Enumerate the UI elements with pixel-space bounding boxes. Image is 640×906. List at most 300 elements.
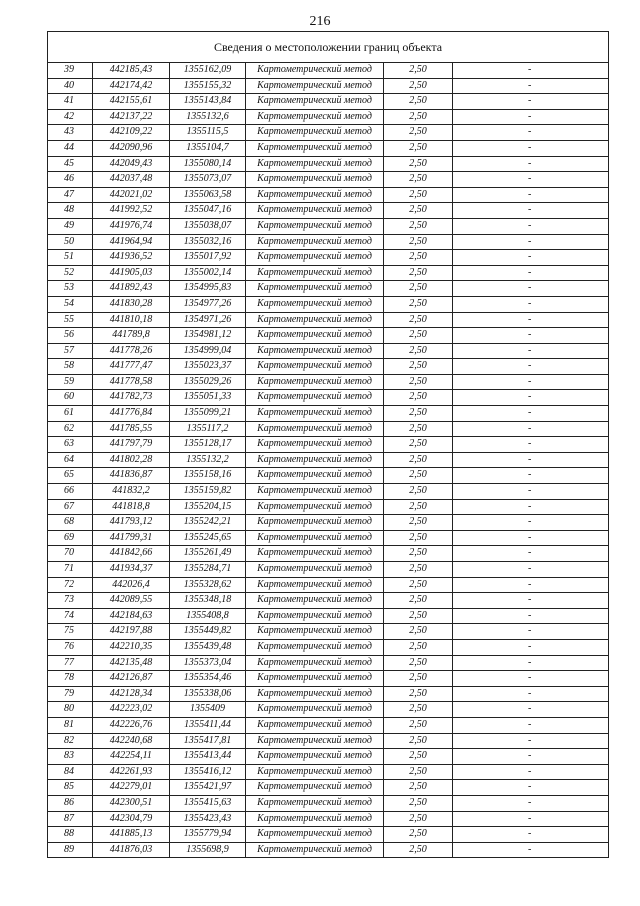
point-number-cell: 87: [48, 811, 93, 827]
description-cell: -: [453, 546, 609, 562]
method-cell: Картометрический метод: [246, 624, 384, 640]
y-coordinate-cell: 1355423,43: [170, 811, 246, 827]
x-coordinate-cell: 442109,22: [93, 125, 170, 141]
description-cell: -: [453, 795, 609, 811]
table-row: [48, 546, 609, 562]
point-number-cell: 40: [48, 78, 93, 94]
y-coordinate-cell: 1355284,71: [170, 562, 246, 578]
y-coordinate-cell: 1355029,26: [170, 374, 246, 390]
table-row: [48, 125, 609, 141]
x-coordinate-cell: 441793,12: [93, 515, 170, 531]
table-row: [48, 390, 609, 406]
method-cell: Картометрический метод: [246, 296, 384, 312]
description-cell: -: [453, 577, 609, 593]
x-coordinate-cell: 442223,02: [93, 702, 170, 718]
point-number-cell: 46: [48, 172, 93, 188]
method-cell: Картометрический метод: [246, 515, 384, 531]
accuracy-cell: 2,50: [384, 172, 453, 188]
point-number-cell: 48: [48, 203, 93, 219]
accuracy-cell: 2,50: [384, 468, 453, 484]
accuracy-cell: 2,50: [384, 250, 453, 266]
description-cell: -: [453, 484, 609, 500]
point-number-cell: 75: [48, 624, 93, 640]
accuracy-cell: 2,50: [384, 827, 453, 843]
description-cell: -: [453, 359, 609, 375]
point-number-cell: 86: [48, 795, 93, 811]
table-row: [48, 374, 609, 390]
accuracy-cell: 2,50: [384, 639, 453, 655]
table-row: [48, 234, 609, 250]
table-row: [48, 593, 609, 609]
method-cell: Картометрический метод: [246, 218, 384, 234]
description-cell: -: [453, 780, 609, 796]
method-cell: Картометрический метод: [246, 795, 384, 811]
table-row: [48, 515, 609, 531]
y-coordinate-cell: 1355373,04: [170, 655, 246, 671]
y-coordinate-cell: 1355032,16: [170, 234, 246, 250]
accuracy-cell: 2,50: [384, 265, 453, 281]
accuracy-cell: 2,50: [384, 390, 453, 406]
method-cell: Картометрический метод: [246, 842, 384, 858]
y-coordinate-cell: 1355023,37: [170, 359, 246, 375]
point-number-cell: 65: [48, 468, 93, 484]
method-cell: Картометрический метод: [246, 421, 384, 437]
point-number-cell: 47: [48, 187, 93, 203]
description-cell: -: [453, 218, 609, 234]
description-cell: -: [453, 203, 609, 219]
page-number: 216: [309, 14, 331, 29]
table-row: [48, 203, 609, 219]
description-cell: -: [453, 842, 609, 858]
table-row: [48, 281, 609, 297]
method-cell: Картометрический метод: [246, 671, 384, 687]
accuracy-cell: 2,50: [384, 156, 453, 172]
x-coordinate-cell: 442304,79: [93, 811, 170, 827]
table-row: [48, 484, 609, 500]
x-coordinate-cell: 441782,73: [93, 390, 170, 406]
accuracy-cell: 2,50: [384, 655, 453, 671]
x-coordinate-cell: 442026,4: [93, 577, 170, 593]
point-number-cell: 77: [48, 655, 93, 671]
point-number-cell: 67: [48, 499, 93, 515]
accuracy-cell: 2,50: [384, 530, 453, 546]
description-cell: -: [453, 593, 609, 609]
x-coordinate-cell: 442197,88: [93, 624, 170, 640]
x-coordinate-cell: 441799,31: [93, 530, 170, 546]
description-cell: -: [453, 437, 609, 453]
method-cell: Картометрический метод: [246, 140, 384, 156]
y-coordinate-cell: 1355408,8: [170, 608, 246, 624]
accuracy-cell: 2,50: [384, 63, 453, 79]
accuracy-cell: 2,50: [384, 577, 453, 593]
description-cell: -: [453, 156, 609, 172]
point-number-cell: 52: [48, 265, 93, 281]
accuracy-cell: 2,50: [384, 702, 453, 718]
y-coordinate-cell: 1355117,2: [170, 421, 246, 437]
method-cell: Картометрический метод: [246, 702, 384, 718]
method-cell: Картометрический метод: [246, 639, 384, 655]
x-coordinate-cell: 442226,76: [93, 717, 170, 733]
point-number-cell: 73: [48, 593, 93, 609]
accuracy-cell: 2,50: [384, 78, 453, 94]
x-coordinate-cell: 442174,42: [93, 78, 170, 94]
table-row: [48, 655, 609, 671]
x-coordinate-cell: 441905,03: [93, 265, 170, 281]
point-number-cell: 66: [48, 484, 93, 500]
description-cell: -: [453, 328, 609, 344]
table-row: [48, 94, 609, 110]
y-coordinate-cell: 1355245,65: [170, 530, 246, 546]
y-coordinate-cell: 1355415,63: [170, 795, 246, 811]
description-cell: -: [453, 499, 609, 515]
x-coordinate-cell: 442240,68: [93, 733, 170, 749]
accuracy-cell: 2,50: [384, 452, 453, 468]
x-coordinate-cell: 441810,18: [93, 312, 170, 328]
method-cell: Картометрический метод: [246, 374, 384, 390]
method-cell: Картометрический метод: [246, 468, 384, 484]
y-coordinate-cell: 1355328,62: [170, 577, 246, 593]
y-coordinate-cell: 1354999,04: [170, 343, 246, 359]
table-row: [48, 63, 609, 79]
table-row: [48, 562, 609, 578]
x-coordinate-cell: 442155,61: [93, 94, 170, 110]
point-number-cell: 78: [48, 671, 93, 687]
description-cell: -: [453, 827, 609, 843]
point-number-cell: 80: [48, 702, 93, 718]
table-row: [48, 764, 609, 780]
x-coordinate-cell: 442049,43: [93, 156, 170, 172]
method-cell: Картометрический метод: [246, 390, 384, 406]
table-row: [48, 624, 609, 640]
point-number-cell: 58: [48, 359, 93, 375]
y-coordinate-cell: 1354995,83: [170, 281, 246, 297]
x-coordinate-cell: 442254,11: [93, 749, 170, 765]
method-cell: Картометрический метод: [246, 546, 384, 562]
method-cell: Картометрический метод: [246, 437, 384, 453]
table-row: [48, 749, 609, 765]
accuracy-cell: 2,50: [384, 312, 453, 328]
accuracy-cell: 2,50: [384, 780, 453, 796]
x-coordinate-cell: 441832,2: [93, 484, 170, 500]
y-coordinate-cell: 1355017,92: [170, 250, 246, 266]
y-coordinate-cell: 1355416,12: [170, 764, 246, 780]
x-coordinate-cell: 441842,66: [93, 546, 170, 562]
table-row: [48, 468, 609, 484]
description-cell: -: [453, 94, 609, 110]
method-cell: Картометрический метод: [246, 343, 384, 359]
accuracy-cell: 2,50: [384, 562, 453, 578]
accuracy-cell: 2,50: [384, 671, 453, 687]
x-coordinate-cell: 441836,87: [93, 468, 170, 484]
y-coordinate-cell: 1355242,21: [170, 515, 246, 531]
x-coordinate-cell: 442128,34: [93, 686, 170, 702]
accuracy-cell: 2,50: [384, 437, 453, 453]
point-number-cell: 83: [48, 749, 93, 765]
description-cell: -: [453, 63, 609, 79]
method-cell: Картометрический метод: [246, 359, 384, 375]
table-row: [48, 156, 609, 172]
method-cell: Картометрический метод: [246, 530, 384, 546]
boundary-coordinates-table: [47, 31, 609, 858]
method-cell: Картометрический метод: [246, 234, 384, 250]
y-coordinate-cell: 1355261,49: [170, 546, 246, 562]
accuracy-cell: 2,50: [384, 125, 453, 141]
x-coordinate-cell: 441785,55: [93, 421, 170, 437]
method-cell: Картометрический метод: [246, 281, 384, 297]
description-cell: -: [453, 250, 609, 266]
x-coordinate-cell: 442210,35: [93, 639, 170, 655]
table-row: [48, 421, 609, 437]
method-cell: Картометрический метод: [246, 577, 384, 593]
accuracy-cell: 2,50: [384, 328, 453, 344]
table-row: [48, 795, 609, 811]
accuracy-cell: 2,50: [384, 359, 453, 375]
point-number-cell: 88: [48, 827, 93, 843]
y-coordinate-cell: 1355348,18: [170, 593, 246, 609]
description-cell: -: [453, 624, 609, 640]
description-cell: -: [453, 639, 609, 655]
point-number-cell: 81: [48, 717, 93, 733]
y-coordinate-cell: 1355698,9: [170, 842, 246, 858]
method-cell: Картометрический метод: [246, 94, 384, 110]
method-cell: Картометрический метод: [246, 452, 384, 468]
method-cell: Картометрический метод: [246, 203, 384, 219]
y-coordinate-cell: 1355132,2: [170, 452, 246, 468]
accuracy-cell: 2,50: [384, 140, 453, 156]
table-row: [48, 639, 609, 655]
description-cell: -: [453, 686, 609, 702]
method-cell: Картометрический метод: [246, 499, 384, 515]
table-row: [48, 842, 609, 858]
method-cell: Картометрический метод: [246, 827, 384, 843]
method-cell: Картометрический метод: [246, 406, 384, 422]
accuracy-cell: 2,50: [384, 624, 453, 640]
x-coordinate-cell: 442184,63: [93, 608, 170, 624]
table-row: [48, 109, 609, 125]
accuracy-cell: 2,50: [384, 109, 453, 125]
description-cell: -: [453, 655, 609, 671]
point-number-cell: 61: [48, 406, 93, 422]
point-number-cell: 79: [48, 686, 93, 702]
point-number-cell: 64: [48, 452, 93, 468]
point-number-cell: 82: [48, 733, 93, 749]
description-cell: -: [453, 78, 609, 94]
accuracy-cell: 2,50: [384, 421, 453, 437]
x-coordinate-cell: 441778,58: [93, 374, 170, 390]
table-body: [48, 63, 609, 858]
description-cell: -: [453, 296, 609, 312]
y-coordinate-cell: 1355099,21: [170, 406, 246, 422]
method-cell: Картометрический метод: [246, 484, 384, 500]
method-cell: Картометрический метод: [246, 608, 384, 624]
x-coordinate-cell: 441802,28: [93, 452, 170, 468]
description-cell: -: [453, 764, 609, 780]
table-row: [48, 733, 609, 749]
accuracy-cell: 2,50: [384, 234, 453, 250]
accuracy-cell: 2,50: [384, 608, 453, 624]
accuracy-cell: 2,50: [384, 717, 453, 733]
point-number-cell: 72: [48, 577, 93, 593]
accuracy-cell: 2,50: [384, 749, 453, 765]
section-title: Сведения о местоположении границ объекта: [48, 32, 609, 63]
method-cell: Картометрический метод: [246, 172, 384, 188]
point-number-cell: 49: [48, 218, 93, 234]
table-row: [48, 827, 609, 843]
table-header-row: [48, 32, 609, 63]
point-number-cell: 44: [48, 140, 93, 156]
method-cell: Картометрический метод: [246, 562, 384, 578]
table-row: [48, 437, 609, 453]
x-coordinate-cell: 441992,52: [93, 203, 170, 219]
point-number-cell: 55: [48, 312, 93, 328]
table-row: [48, 406, 609, 422]
table-row: [48, 250, 609, 266]
point-number-cell: 71: [48, 562, 93, 578]
description-cell: -: [453, 811, 609, 827]
description-cell: -: [453, 172, 609, 188]
description-cell: -: [453, 530, 609, 546]
accuracy-cell: 2,50: [384, 343, 453, 359]
description-cell: -: [453, 125, 609, 141]
point-number-cell: 59: [48, 374, 93, 390]
x-coordinate-cell: 442037,48: [93, 172, 170, 188]
y-coordinate-cell: 1355038,07: [170, 218, 246, 234]
description-cell: -: [453, 406, 609, 422]
method-cell: Картометрический метод: [246, 655, 384, 671]
table-row: [48, 577, 609, 593]
accuracy-cell: 2,50: [384, 374, 453, 390]
point-number-cell: 50: [48, 234, 93, 250]
point-number-cell: 76: [48, 639, 93, 655]
point-number-cell: 41: [48, 94, 93, 110]
description-cell: -: [453, 702, 609, 718]
x-coordinate-cell: 441936,52: [93, 250, 170, 266]
table-row: [48, 78, 609, 94]
x-coordinate-cell: 442135,48: [93, 655, 170, 671]
y-coordinate-cell: 1355413,44: [170, 749, 246, 765]
table-row: [48, 187, 609, 203]
description-cell: -: [453, 608, 609, 624]
description-cell: -: [453, 452, 609, 468]
description-cell: -: [453, 717, 609, 733]
accuracy-cell: 2,50: [384, 484, 453, 500]
y-coordinate-cell: 1355047,16: [170, 203, 246, 219]
point-number-cell: 69: [48, 530, 93, 546]
y-coordinate-cell: 1355439,48: [170, 639, 246, 655]
accuracy-cell: 2,50: [384, 281, 453, 297]
y-coordinate-cell: 1355204,15: [170, 499, 246, 515]
method-cell: Картометрический метод: [246, 109, 384, 125]
description-cell: -: [453, 265, 609, 281]
x-coordinate-cell: 442261,93: [93, 764, 170, 780]
x-coordinate-cell: 441818,8: [93, 499, 170, 515]
x-coordinate-cell: 441892,43: [93, 281, 170, 297]
point-number-cell: 56: [48, 328, 93, 344]
accuracy-cell: 2,50: [384, 515, 453, 531]
accuracy-cell: 2,50: [384, 546, 453, 562]
method-cell: Картометрический метод: [246, 63, 384, 79]
table-row: [48, 218, 609, 234]
point-number-cell: 57: [48, 343, 93, 359]
x-coordinate-cell: 442185,43: [93, 63, 170, 79]
x-coordinate-cell: 441789,8: [93, 328, 170, 344]
x-coordinate-cell: 442021,02: [93, 187, 170, 203]
description-cell: -: [453, 234, 609, 250]
accuracy-cell: 2,50: [384, 811, 453, 827]
table-row: [48, 717, 609, 733]
y-coordinate-cell: 1355063,58: [170, 187, 246, 203]
method-cell: Картометрический метод: [246, 156, 384, 172]
x-coordinate-cell: 442300,51: [93, 795, 170, 811]
method-cell: Картометрический метод: [246, 780, 384, 796]
y-coordinate-cell: 1355338,06: [170, 686, 246, 702]
method-cell: Картометрический метод: [246, 764, 384, 780]
method-cell: Картометрический метод: [246, 593, 384, 609]
method-cell: Картометрический метод: [246, 733, 384, 749]
description-cell: -: [453, 109, 609, 125]
point-number-cell: 60: [48, 390, 93, 406]
table-row: [48, 343, 609, 359]
y-coordinate-cell: 1355128,17: [170, 437, 246, 453]
y-coordinate-cell: 1355155,32: [170, 78, 246, 94]
x-coordinate-cell: 442126,87: [93, 671, 170, 687]
description-cell: -: [453, 187, 609, 203]
accuracy-cell: 2,50: [384, 94, 453, 110]
y-coordinate-cell: 1355002,14: [170, 265, 246, 281]
table-row: [48, 328, 609, 344]
y-coordinate-cell: 1355051,33: [170, 390, 246, 406]
description-cell: -: [453, 749, 609, 765]
x-coordinate-cell: 442090,96: [93, 140, 170, 156]
y-coordinate-cell: 1355132,6: [170, 109, 246, 125]
point-number-cell: 89: [48, 842, 93, 858]
point-number-cell: 53: [48, 281, 93, 297]
y-coordinate-cell: 1355104,7: [170, 140, 246, 156]
y-coordinate-cell: 1355354,46: [170, 671, 246, 687]
table-row: [48, 686, 609, 702]
method-cell: Картометрический метод: [246, 328, 384, 344]
x-coordinate-cell: 441778,26: [93, 343, 170, 359]
description-cell: -: [453, 671, 609, 687]
method-cell: Картометрический метод: [246, 187, 384, 203]
description-cell: -: [453, 562, 609, 578]
point-number-cell: 43: [48, 125, 93, 141]
point-number-cell: 85: [48, 780, 93, 796]
y-coordinate-cell: 1355143,84: [170, 94, 246, 110]
point-number-cell: 63: [48, 437, 93, 453]
y-coordinate-cell: 1354977,26: [170, 296, 246, 312]
y-coordinate-cell: 1355411,44: [170, 717, 246, 733]
y-coordinate-cell: 1354971,26: [170, 312, 246, 328]
method-cell: Картометрический метод: [246, 811, 384, 827]
table-row: [48, 780, 609, 796]
table-row: [48, 530, 609, 546]
y-coordinate-cell: 1355449,82: [170, 624, 246, 640]
point-number-cell: 68: [48, 515, 93, 531]
y-coordinate-cell: 1355162,09: [170, 63, 246, 79]
description-cell: -: [453, 468, 609, 484]
x-coordinate-cell: 441776,84: [93, 406, 170, 422]
accuracy-cell: 2,50: [384, 764, 453, 780]
x-coordinate-cell: 441934,37: [93, 562, 170, 578]
x-coordinate-cell: 442279,01: [93, 780, 170, 796]
point-number-cell: 84: [48, 764, 93, 780]
accuracy-cell: 2,50: [384, 593, 453, 609]
description-cell: -: [453, 733, 609, 749]
point-number-cell: 62: [48, 421, 93, 437]
method-cell: Картометрический метод: [246, 717, 384, 733]
method-cell: Картометрический метод: [246, 265, 384, 281]
